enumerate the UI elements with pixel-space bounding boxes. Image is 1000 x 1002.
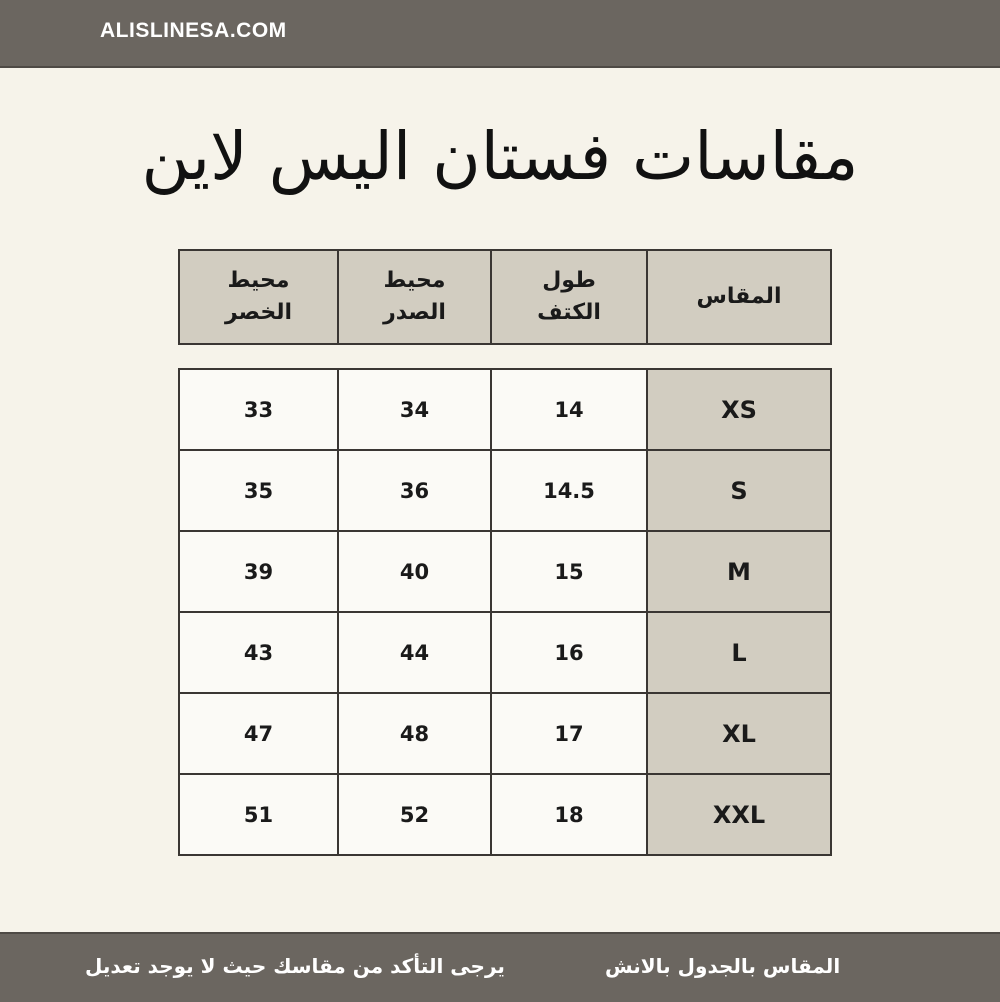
header-chest-line2: الصدر (383, 300, 446, 325)
header-waist-line1: محيط (227, 268, 290, 293)
waist-cell: 35 (179, 450, 338, 531)
waist-cell: 43 (179, 612, 338, 693)
size-table (178, 368, 832, 856)
table-row (179, 369, 831, 450)
units-note: المقاس بالجدول بالانش (605, 954, 841, 978)
header-waist (179, 250, 338, 344)
waist-cell: 33 (179, 369, 338, 450)
header-shoulder-line2: الكتف (537, 300, 601, 325)
shoulder-cell: 16 (491, 612, 647, 693)
chest-cell: 36 (338, 450, 491, 531)
header-size (647, 250, 831, 344)
header-chest-line1: محيط (383, 268, 446, 293)
chest-cell: 52 (338, 774, 491, 855)
table-row (179, 612, 831, 693)
size-cell: XS (647, 369, 831, 450)
size-cell: M (647, 531, 831, 612)
header-shoulder-line1: طول (542, 268, 596, 293)
table-row (179, 531, 831, 612)
shoulder-cell: 17 (491, 693, 647, 774)
header-size-label: المقاس (696, 284, 782, 309)
size-cell: XXL (647, 774, 831, 855)
shoulder-cell: 14 (491, 369, 647, 450)
site-name: ALISLINESA.COM (100, 19, 287, 42)
waist-cell: 51 (179, 774, 338, 855)
no-alteration-note: يرجى التأكد من مقاسك حيث لا يوجد تعديل (85, 954, 505, 978)
chest-cell: 44 (338, 612, 491, 693)
header-row (179, 250, 831, 344)
bottom-bar (0, 932, 1000, 1002)
table-row (179, 450, 831, 531)
shoulder-cell: 18 (491, 774, 647, 855)
header-shoulder (491, 250, 647, 344)
header-chest (338, 250, 491, 344)
header-waist-line2: الخصر (224, 300, 293, 325)
chest-cell: 48 (338, 693, 491, 774)
table-row (179, 774, 831, 855)
size-cell: L (647, 612, 831, 693)
chest-cell: 34 (338, 369, 491, 450)
size-cell: XL (647, 693, 831, 774)
page-title: مقاسات فستان اليس لاين (141, 118, 859, 195)
size-cell: S (647, 450, 831, 531)
waist-cell: 47 (179, 693, 338, 774)
waist-cell: 39 (179, 531, 338, 612)
chest-cell: 40 (338, 531, 491, 612)
shoulder-cell: 15 (491, 531, 647, 612)
size-table-header (178, 249, 832, 345)
top-bar (0, 0, 1000, 68)
table-row (179, 693, 831, 774)
shoulder-cell: 14.5 (491, 450, 647, 531)
